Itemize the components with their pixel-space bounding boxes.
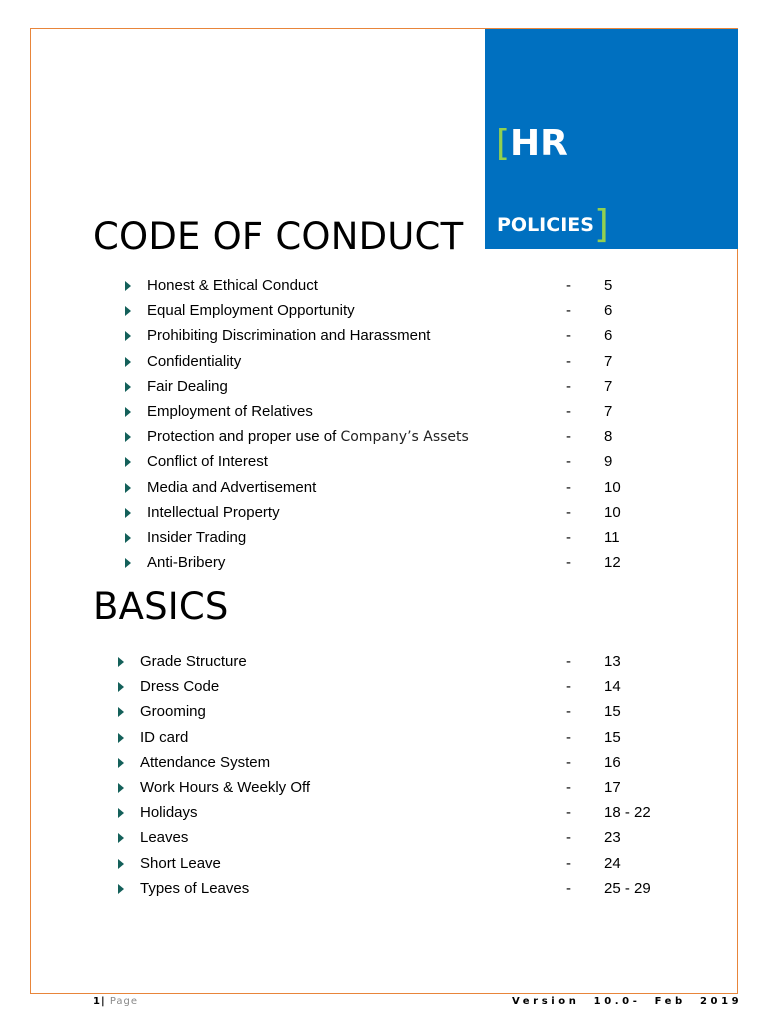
toc-item[interactable] (0, 323, 768, 348)
toc-item-label-text: Employment of Relatives (147, 402, 313, 420)
toc-item-label (140, 725, 188, 750)
toc-item-dash: - (566, 728, 571, 746)
open-bracket: [ (496, 123, 511, 164)
toc-item-dash: - (566, 478, 571, 496)
arrow-bullet-icon (125, 281, 131, 291)
arrow-bullet-icon (118, 758, 124, 768)
toc-item-dash: - (566, 277, 571, 294)
toc-item-dash: - (566, 402, 571, 420)
toc-item-label-text: Attendance System (140, 753, 271, 771)
arrow-bullet-icon (125, 407, 131, 417)
toc-item-page-number: 18 - 22 (604, 804, 651, 822)
toc-item-label (140, 825, 188, 850)
page-separator: | (100, 996, 106, 1007)
toc-item-page-number: 10 (604, 478, 621, 496)
toc-item-page-number: 15 (604, 728, 621, 746)
page-word: Page (109, 996, 139, 1007)
hr-subtitle-text: POLICIES (497, 214, 594, 236)
toc-item-label (147, 273, 318, 298)
toc-list-code-of-conduct (0, 273, 768, 575)
toc-item[interactable] (0, 424, 768, 449)
toc-item[interactable] (0, 349, 768, 374)
toc-item-page-number: 9 (604, 453, 613, 471)
toc-item-label-text: Protection and proper use of (147, 428, 341, 446)
toc-item-label (140, 876, 249, 901)
toc-item-dash: - (566, 854, 571, 872)
toc-item-label-text: Fair Dealing (147, 377, 228, 395)
toc-item-dash: - (566, 302, 571, 320)
toc-item-page-number: 7 (604, 352, 613, 370)
toc-item[interactable] (0, 475, 768, 500)
toc-item-label (147, 449, 268, 474)
toc-item-page-number: 14 (604, 678, 621, 696)
toc-item-dash: - (566, 879, 571, 897)
arrow-bullet-icon (118, 859, 124, 869)
arrow-bullet-icon (118, 657, 124, 667)
toc-item-label-text: Work Hours & Weekly Off (140, 778, 311, 796)
toc-item-dash: - (566, 753, 571, 771)
toc-item[interactable] (0, 374, 768, 399)
version-label: Version 10.0- Feb 2019 (512, 996, 743, 1007)
toc-item[interactable] (0, 775, 768, 800)
toc-item-page-number: 15 (604, 703, 621, 721)
arrow-bullet-icon (125, 432, 131, 442)
toc-item-label (147, 500, 280, 525)
toc-item-label (140, 699, 206, 724)
toc-item[interactable] (0, 298, 768, 323)
toc-item-label (147, 349, 241, 374)
arrow-bullet-icon (118, 808, 124, 818)
toc-item-dash: - (566, 352, 571, 370)
toc-item-page-number: 25 - 29 (604, 879, 651, 897)
toc-item-dash: - (566, 377, 571, 395)
toc-item-label (147, 399, 313, 424)
toc-item-page-number: 7 (604, 402, 613, 420)
toc-item-dash: - (566, 678, 571, 696)
toc-item-page-number: 12 (604, 554, 621, 572)
toc-item-label-text: Intellectual Property (147, 503, 280, 521)
arrow-bullet-icon (118, 682, 124, 692)
toc-item-page-number: 23 (604, 829, 621, 847)
toc-item[interactable] (0, 525, 768, 550)
toc-item-label-text: Leaves (140, 829, 189, 847)
toc-item-dash: - (566, 653, 571, 670)
toc-item-label-text: Short Leave (140, 854, 221, 872)
toc-item[interactable] (0, 273, 768, 298)
arrow-bullet-icon (125, 558, 131, 568)
hr-title (496, 120, 568, 168)
toc-item-label (140, 649, 247, 674)
arrow-bullet-icon (118, 884, 124, 894)
section-heading-code-of-conduct: CODE OF CONDUCT (93, 215, 464, 258)
toc-item-label (147, 374, 228, 399)
toc-item-label (147, 550, 225, 575)
toc-item[interactable] (0, 725, 768, 750)
toc-item-dash: - (566, 703, 571, 721)
toc-item[interactable] (0, 699, 768, 724)
toc-item-dash: - (566, 804, 571, 822)
toc-item-label (147, 475, 316, 500)
toc-item-page-number: 11 (604, 528, 620, 546)
toc-item-label-text: Anti-Bribery (147, 554, 226, 572)
toc-item-page-number: 24 (604, 854, 621, 872)
toc-item-label (147, 323, 430, 348)
toc-item-dash: - (566, 428, 571, 446)
arrow-bullet-icon (118, 733, 124, 743)
toc-item[interactable] (0, 851, 768, 876)
toc-item-label-text: Types of Leaves (140, 879, 250, 897)
arrow-bullet-icon (125, 382, 131, 392)
toc-item-page-number: 6 (604, 302, 613, 320)
toc-item[interactable] (0, 750, 768, 775)
toc-item-label (147, 424, 469, 450)
toc-item-label (140, 800, 198, 825)
toc-item-dash: - (566, 528, 571, 546)
toc-item-page-number: 6 (604, 327, 613, 345)
toc-item-label-text: Grooming (140, 703, 206, 721)
arrow-bullet-icon (118, 833, 124, 843)
toc-item-dash: - (566, 503, 571, 521)
toc-item-dash: - (566, 453, 571, 471)
toc-item-label (147, 298, 355, 323)
arrow-bullet-icon (125, 357, 131, 367)
close-bracket: ] (593, 202, 609, 246)
page-footer-number (93, 996, 138, 1007)
toc-item-page-number: 7 (604, 377, 613, 395)
hr-title-text: HR (510, 123, 568, 164)
toc-item-label-text: Holidays (140, 804, 198, 822)
arrow-bullet-icon (125, 331, 131, 341)
hr-subtitle (497, 203, 609, 247)
arrow-bullet-icon (125, 508, 131, 518)
toc-item-page-number: 16 (604, 753, 621, 771)
toc-item-page-number: 5 (604, 277, 613, 294)
toc-item-label (140, 775, 310, 800)
arrow-bullet-icon (125, 533, 131, 543)
toc-item[interactable] (0, 550, 768, 575)
section-heading-basics: BASICS (93, 585, 229, 628)
toc-item-label-text: Honest & Ethical Conduct (147, 277, 318, 294)
toc-item-page-number: 10 (604, 503, 621, 521)
toc-item-label-text: Confidentiality (147, 352, 242, 370)
toc-item-label (140, 750, 270, 775)
toc-item-label-text: ID card (140, 728, 189, 746)
toc-item[interactable] (0, 825, 768, 850)
toc-item[interactable] (0, 876, 768, 901)
toc-item-label-text: Grade Structure (140, 653, 247, 670)
toc-item[interactable] (0, 800, 768, 825)
toc-item-dash: - (566, 554, 571, 572)
toc-item[interactable] (0, 649, 768, 674)
page-number: 1 (93, 996, 101, 1007)
toc-item-label (140, 674, 219, 699)
toc-item[interactable] (0, 449, 768, 474)
toc-item-label-text: Dress Code (140, 678, 220, 696)
toc-item-label-text: Prohibiting Discrimination and Harassment (147, 327, 431, 345)
toc-item-page-number: 8 (604, 428, 613, 446)
arrow-bullet-icon (125, 306, 131, 316)
toc-item-label (140, 851, 221, 876)
toc-item-dash: - (566, 829, 571, 847)
arrow-bullet-icon (118, 707, 124, 717)
toc-item[interactable] (0, 399, 768, 424)
toc-item-label-text: Equal Employment Opportunity (147, 302, 355, 320)
arrow-bullet-icon (118, 783, 124, 793)
toc-item-label-text: Conflict of Interest (147, 453, 268, 471)
arrow-bullet-icon (125, 483, 131, 493)
arrow-bullet-icon (125, 457, 131, 467)
toc-item-dash: - (566, 778, 571, 796)
toc-item-label-text: Insider Trading (147, 528, 247, 546)
toc-item-dash: - (566, 327, 571, 345)
toc-item-page-number: 17 (604, 778, 621, 796)
toc-list-basics (0, 649, 768, 901)
toc-item-label (147, 525, 246, 550)
toc-item[interactable] (0, 500, 768, 525)
toc-item-label-text: Media and Advertisement (147, 478, 317, 496)
toc-item-page-number: 13 (604, 653, 621, 670)
toc-item-label-alt-text: Company’s Assets (340, 429, 469, 446)
toc-item[interactable] (0, 674, 768, 699)
